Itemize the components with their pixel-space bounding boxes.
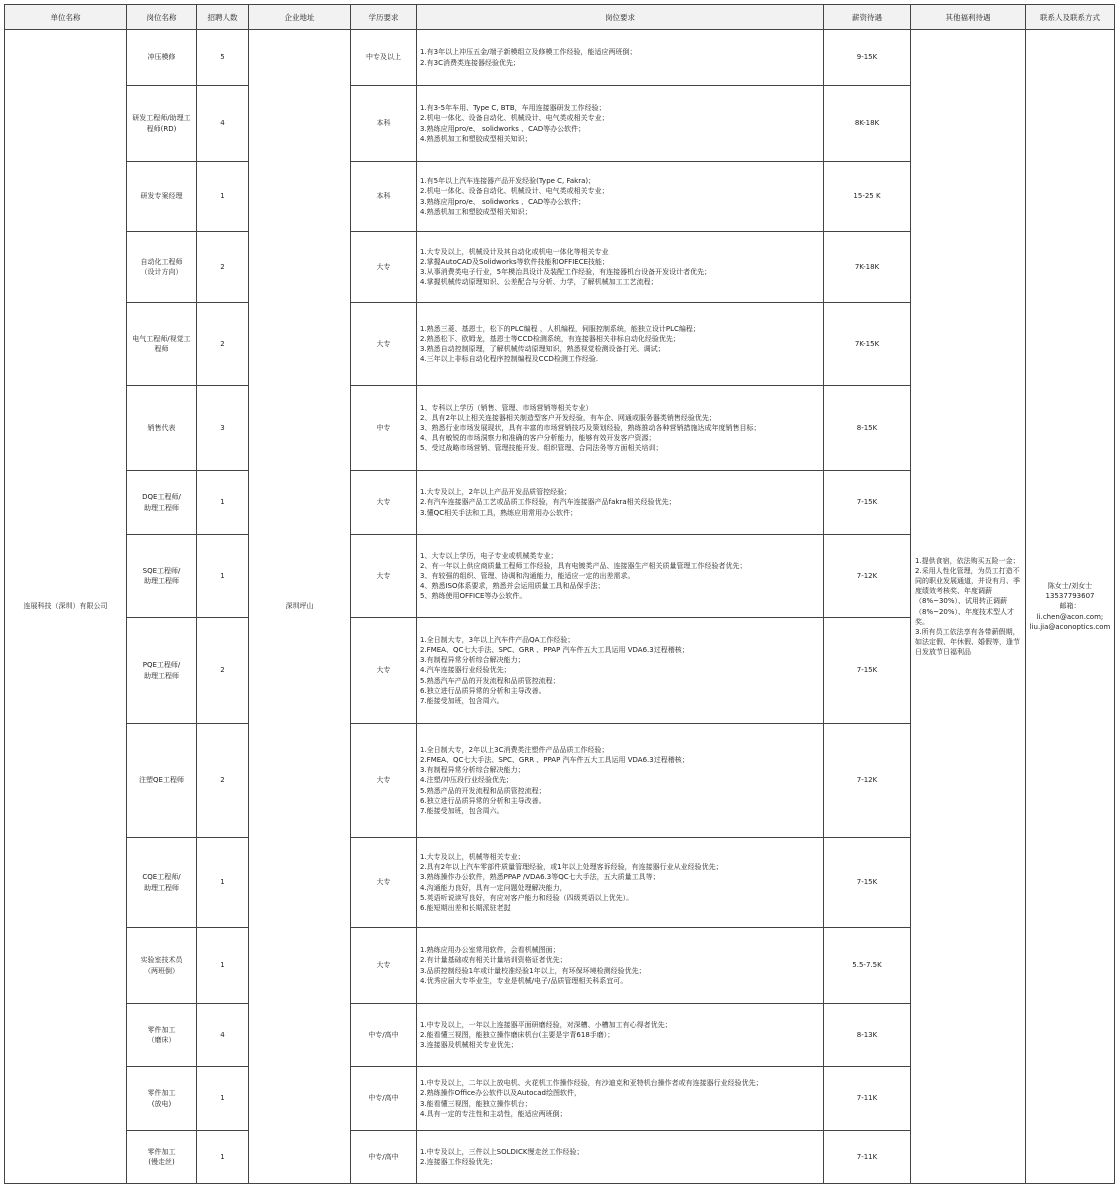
- requirement-line: 3.熟练应用pro/e、 solidworks 、CAD等办公软件；: [420, 124, 586, 133]
- requirement-line: 4.熟悉机加工和塑胶成型相关知识；: [420, 134, 532, 143]
- count-cell: 2: [197, 618, 249, 724]
- requirement-line: 3.熟悉自动控制原理，了解机械传动原理知识，熟悉视觉检测设备打光、调试；: [420, 345, 665, 353]
- salary-cell: 7-12K: [824, 724, 911, 838]
- contact-line: liu.jia@aconoptics.com: [1029, 622, 1111, 631]
- requirement-line: 1.大专及以上，2年以上产品开发品质管控经验；: [420, 488, 572, 497]
- count-cell: 1: [197, 1067, 249, 1131]
- requirements-cell: [417, 535, 824, 618]
- welfare-cell: [911, 30, 1026, 1184]
- position-name: PQE工程师/: [142, 661, 181, 670]
- requirement-line: 2、有一年以上供应商质量工程师工作经验，具有电镀类产品、连接器生产相关质量管理工作经验者优先；: [420, 561, 747, 570]
- welfare-line: 1.提供食宿，依法购买五险一金；: [915, 556, 1020, 565]
- requirement-line: 2.能看懂三视图，能独立操作磨床机台(主要是宇青618手磨）；: [420, 1030, 615, 1039]
- education-cell: 大专: [351, 724, 417, 838]
- requirement-line: 1.熟练应用办公室常用软件，会看机械图面；: [420, 946, 560, 955]
- position-name: 助理工程师: [144, 503, 179, 512]
- education-cell: 大专: [351, 303, 417, 386]
- requirement-line: 2.有计量基础或有相关计量培训资格证者优先；: [420, 956, 567, 965]
- contact-line: 陈女士/刘女士: [1047, 582, 1093, 591]
- requirement-line: 2.有3C消费类连接器经验优先；: [420, 58, 521, 67]
- position-cell: [127, 232, 197, 303]
- count-cell: 1: [197, 535, 249, 618]
- position-name: 冲压模修: [147, 53, 176, 62]
- position-cell: [127, 1067, 197, 1131]
- count-cell: 2: [197, 232, 249, 303]
- position-name: 程师(RD): [146, 124, 177, 133]
- requirement-line: 4.沟通能力良好，具有一定问题处理解决能力，: [420, 883, 567, 892]
- requirement-line: 4.优秀应届大专毕业生，专业是机械/电子/品质管理相关科系宜可。: [420, 976, 628, 985]
- requirements-cell: [417, 162, 824, 232]
- position-name: 程师: [154, 345, 169, 353]
- position-cell: [127, 838, 197, 928]
- requirements-cell: [417, 928, 824, 1004]
- header-contact: 联系人及联系方式: [1026, 5, 1115, 30]
- requirements-cell: [417, 1067, 824, 1131]
- requirement-line: 1.大专及以上，机械等相关专业；: [420, 853, 525, 862]
- requirement-line: 1.有3-5年车用、Type C, BTB，车用连接器研发工作经验；: [420, 104, 606, 113]
- header-row: [5, 5, 1115, 30]
- position-cell: [127, 303, 197, 386]
- position-name: 助理工程师: [144, 883, 179, 892]
- position-name: DQE工程师/: [142, 493, 181, 502]
- header-company: 单位名称: [5, 5, 127, 30]
- requirement-line: 1.全日制大专，2年以上3C消费类注塑件产品品质工作经验；: [420, 746, 609, 754]
- education-cell: 中专: [351, 386, 417, 471]
- recruitment-table: [4, 4, 1115, 1184]
- position-cell: [127, 386, 197, 471]
- requirements-cell: [417, 232, 824, 303]
- address-cell: 深圳坪山: [249, 30, 351, 1184]
- contact-line: li.chen@acon.com;: [1036, 612, 1104, 621]
- position-name: （设计方向）: [140, 268, 183, 276]
- salary-cell: 8-13K: [824, 1004, 911, 1067]
- position-name: 实验室技术员: [140, 956, 183, 965]
- position-cell: [127, 471, 197, 535]
- requirement-line: 3.有制程异常分析综合解决能力；: [420, 766, 525, 775]
- position-cell: [127, 618, 197, 724]
- position-name: 助理工程师: [144, 671, 179, 680]
- position-name: 零件加工: [147, 1147, 176, 1156]
- count-cell: 1: [197, 471, 249, 535]
- requirements-cell: [417, 30, 824, 86]
- requirement-line: 2.FMEA、QC七大手法、SPC、GRR 、PPAP 汽车件五大工具运用 VDA6.3过程稽核；: [420, 756, 689, 765]
- position-name: 自动化工程师: [140, 257, 183, 266]
- position-name: 零件加工: [147, 1089, 176, 1098]
- requirements-cell: [417, 1004, 824, 1067]
- salary-cell: 7K-15K: [824, 303, 911, 386]
- count-cell: 1: [197, 928, 249, 1004]
- requirement-line: 4.注塑/冲压段行业经验优先；: [420, 776, 514, 785]
- requirement-line: 7.能接受加班，包含周六。: [420, 696, 504, 705]
- requirement-line: 1.中专及以上，三件以上SOLDICK慢走丝工作经验；: [420, 1147, 584, 1156]
- header-education: 学历要求: [351, 5, 417, 30]
- education-cell: 大专: [351, 471, 417, 535]
- requirement-line: 5.熟悉产品的开发流程和品质管控流程；: [420, 786, 546, 795]
- requirement-line: 4、具有敏锐的市场洞察力和准确的客户分析能力，能够有效开发客户资源；: [420, 434, 656, 443]
- education-cell: 大专: [351, 232, 417, 303]
- education-cell: 本科: [351, 86, 417, 162]
- header-requirements: 岗位要求: [417, 5, 824, 30]
- requirement-line: 2.FMEA、QC七大手法、SPC、GRR 、PPAP 汽车件五大工具运用 VDA6.3过程稽核；: [420, 646, 689, 655]
- requirement-line: 3.能看懂三视图，能独立操作机台；: [420, 1099, 532, 1108]
- company-name-cell: 连展科技（深圳）有限公司: [5, 30, 127, 1184]
- requirement-line: 5、熟练使用OFFICE等办公软件。: [420, 592, 527, 601]
- requirement-line: 1.中专及以上，二年以上放电机、火花机工作操作经验，有沙迪克和亚特机台操作者或有连接器行业经验优先；: [420, 1079, 763, 1088]
- requirement-line: 5.熟悉汽车产品的开发流程和品质管控流程；: [420, 676, 560, 685]
- position-name: 注塑QE工程师: [139, 776, 184, 785]
- position-name: 研发专案经理: [140, 192, 183, 201]
- requirement-line: 2.掌握AutoCAD及Solidworks等软件技能和OFFIECE技能；: [420, 257, 610, 266]
- position-name: 电气工程师/视觉工: [132, 334, 191, 343]
- requirements-cell: [417, 618, 824, 724]
- requirement-line: 1.大专及以上，机械设计及其自动化或机电一体化等相关专业: [420, 247, 609, 256]
- requirement-line: 3、有较强的组织、管理、协调和沟通能力，能适应一定的出差需求。: [420, 571, 635, 580]
- position-cell: [127, 30, 197, 86]
- position-cell: [127, 86, 197, 162]
- requirement-line: 2.熟练操作Office办公软件以及Autocad绘图软件，: [420, 1089, 581, 1098]
- education-cell: 中专/高中: [351, 1131, 417, 1184]
- welfare-line: 3.所有员工依法享有各带薪假期，如法定假、年休假、婚假等，逢节日发放节日福利品: [915, 627, 1020, 657]
- requirement-line: 5.英语听说读写良好，有应对客户能力和经验（四级英语以上优先）。: [420, 893, 634, 902]
- education-cell: 大专: [351, 618, 417, 724]
- requirement-line: 6.能短期出差和长期派驻老挝: [420, 903, 511, 912]
- requirement-line: 4.熟悉机加工和塑胶成型相关知识；: [420, 207, 532, 216]
- contact-line: 邮箱：: [1059, 602, 1081, 611]
- salary-cell: 7-12K: [824, 535, 911, 618]
- requirement-line: 3、熟悉行业市场发展现状，具有丰富的市场营销技巧及策划经验，熟练推动各种营销措施达成年度销售目标；: [420, 423, 761, 432]
- salary-cell: 7-11K: [824, 1067, 911, 1131]
- salary-cell: 9-15K: [824, 30, 911, 86]
- table-row: [5, 30, 1115, 86]
- contact-line: 13537793607: [1045, 592, 1095, 601]
- position-cell: [127, 1004, 197, 1067]
- position-name: （磨床）: [147, 1036, 176, 1044]
- requirement-line: 1.全日制大专，3年以上汽车件产品QA工作经验；: [420, 636, 575, 644]
- position-cell: [127, 1131, 197, 1184]
- requirement-line: 3.熟练操作办公软件，熟悉PPAP /VDA6.3等QC七大手法，五大质量工具等；: [420, 873, 660, 882]
- requirements-cell: [417, 386, 824, 471]
- count-cell: 1: [197, 162, 249, 232]
- requirement-line: 1.有3年以上冲压五金/端子新模组立及修模工作经验，能适应两班倒；: [420, 48, 637, 57]
- count-cell: 5: [197, 30, 249, 86]
- requirement-line: 4.三年以上非标自动化程序控制编程及CCD检测工作经验.: [420, 355, 599, 364]
- requirement-line: 3.从事消费类电子行业，5年模治具设计及装配工作经验，有连接器机台设备开发设计者优先；: [420, 268, 712, 276]
- salary-cell: 7K-18K: [824, 232, 911, 303]
- education-cell: 中专及以上: [351, 30, 417, 86]
- header-address: 企业地址: [249, 5, 351, 30]
- education-cell: 大专: [351, 928, 417, 1004]
- requirement-line: 1.熟悉三菱、基恩士，松下的PLC编程 ，人机编程，伺服控制系统，能独立设计PLC编程；: [420, 324, 700, 333]
- contact-cell: [1026, 30, 1115, 1184]
- salary-cell: 7-11K: [824, 1131, 911, 1184]
- position-cell: [127, 162, 197, 232]
- position-name: (放电): [151, 1099, 172, 1108]
- requirements-cell: [417, 471, 824, 535]
- requirement-line: 6.独立进行品质异常的分析和主导改善。: [420, 686, 546, 695]
- count-cell: 4: [197, 1004, 249, 1067]
- education-cell: 中专/高中: [351, 1004, 417, 1067]
- education-cell: 大专: [351, 838, 417, 928]
- position-name: SQE工程师/: [142, 566, 181, 575]
- position-name: CQE工程师/: [142, 873, 181, 882]
- header-count: 招聘人数: [197, 5, 249, 30]
- position-cell: [127, 928, 197, 1004]
- requirement-line: 1.中专及以上，一年以上连接器平面研磨经验，对深槽、小槽加工有心得者优先；: [420, 1020, 672, 1029]
- header-position: 岗位名称: [127, 5, 197, 30]
- position-name: 助理工程师: [144, 577, 179, 585]
- count-cell: 2: [197, 303, 249, 386]
- salary-cell: 7-15K: [824, 838, 911, 928]
- count-cell: 1: [197, 838, 249, 928]
- requirement-line: 3.品质控制经验1年或计量校准经验1年以上，有环保环境检测经验优先；: [420, 966, 646, 975]
- requirements-cell: [417, 303, 824, 386]
- position-cell: [127, 535, 197, 618]
- position-name: 研发工程师/助理工: [132, 114, 191, 123]
- position-name: （两班倒）: [144, 966, 179, 975]
- salary-cell: 15-25 K: [824, 162, 911, 232]
- requirement-line: 2、具有2年以上相关连接器相关制造型客户开发经验，有车企、网通或服务器类销售经验优先；: [420, 413, 716, 422]
- requirement-line: 4.具有一定的专注性和主动性，能适应两班倒；: [420, 1109, 567, 1118]
- requirement-line: 4.汽车连接器行业经验优先；: [420, 666, 511, 675]
- salary-cell: 8K-18K: [824, 86, 911, 162]
- requirement-line: 1、专科以上学历（销售、管理、市场营销等相关专业）: [420, 403, 593, 412]
- requirement-line: 2.机电一体化、设备自动化、机械设计、电气类或相关专业；: [420, 187, 609, 196]
- count-cell: 2: [197, 724, 249, 838]
- requirement-line: 3.熟练应用pro/e、 solidworks 、CAD等办公软件；: [420, 197, 586, 206]
- requirement-line: 3.懂QC相关手法和工具，熟练应用常用办公软件；: [420, 508, 578, 517]
- requirements-cell: [417, 1131, 824, 1184]
- position-name: (慢走丝): [148, 1158, 175, 1166]
- salary-cell: 8-15K: [824, 386, 911, 471]
- count-cell: 1: [197, 1131, 249, 1184]
- salary-cell: 7-15K: [824, 471, 911, 535]
- count-cell: 4: [197, 86, 249, 162]
- requirement-line: 2.有汽车连接器产品工艺或品质工作经验，有汽车连接器产品fakra相关经验优先；: [420, 498, 676, 507]
- position-name: 销售代表: [147, 423, 176, 432]
- requirement-line: 1.有5年以上汽车连接器产品开发经验(Type C, Fakra)；: [420, 177, 596, 186]
- education-cell: 本科: [351, 162, 417, 232]
- welfare-line: 2.采用人性化管理，为员工打造不同的职业发展通道，并设有月、季度绩效考核奖、年度调薪（8%~30%）、试用转正调薪（8%~20%）、年度技术型人才奖。: [915, 566, 1020, 626]
- requirements-cell: [417, 838, 824, 928]
- requirements-cell: [417, 86, 824, 162]
- requirement-line: 7.能接受加班，包含周六。: [420, 806, 504, 815]
- requirement-line: 2.熟悉松下、欧姆龙，基恩士等CCD检测系统，有连接器相关非标自动化经验优先；: [420, 334, 680, 343]
- recruitment-sheet: [4, 4, 1111, 1182]
- requirement-line: 2.连接器工作经验优先；: [420, 1158, 497, 1166]
- header-welfare: 其他福利待遇: [911, 5, 1026, 30]
- requirements-cell: [417, 724, 824, 838]
- header-salary: 薪资待遇: [824, 5, 911, 30]
- requirement-line: 6.独立进行品质异常的分析和主导改善。: [420, 796, 546, 805]
- education-cell: 大专: [351, 535, 417, 618]
- salary-cell: 7-15K: [824, 618, 911, 724]
- requirement-line: 4.掌握机械传动原理知识、公差配合与分析、力学，了解机械加工工艺流程；: [420, 278, 658, 287]
- education-cell: 中专/高中: [351, 1067, 417, 1131]
- requirement-line: 2.机电一体化、设备自动化、机械设计、电气类或相关专业；: [420, 114, 609, 123]
- requirement-line: 3.有制程异常分析综合解决能力；: [420, 656, 525, 665]
- count-cell: 3: [197, 386, 249, 471]
- requirement-line: 3.连接器及机械相关专业优先；: [420, 1041, 518, 1050]
- requirement-line: 5、受过战略市场营销、管理技能开发、组织管理、合同法务等方面相关培训；: [420, 444, 663, 453]
- position-cell: [127, 724, 197, 838]
- position-name: 零件加工: [147, 1025, 176, 1034]
- requirement-line: 4、熟悉ISO体系要求，熟悉并会运用质量工具和品保手法；: [420, 582, 605, 591]
- requirement-line: 2.具有2年以上汽车零部件质量管理经验，或1年以上处理客诉经验，有连接器行业从业经验优先；: [420, 863, 723, 872]
- requirement-line: 1、大专以上学历，电子专业或机械类专业；: [420, 551, 558, 560]
- salary-cell: 5.5-7.5K: [824, 928, 911, 1004]
